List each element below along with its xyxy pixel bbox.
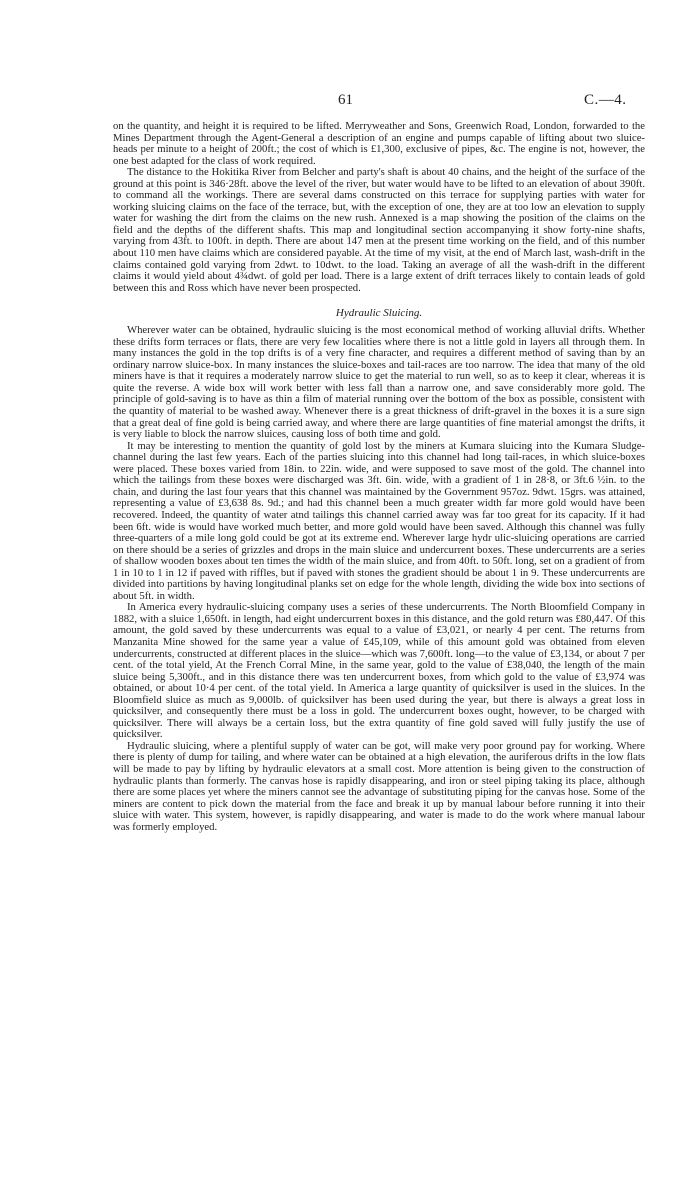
section-heading: Hydraulic Sluicing. <box>335 307 423 320</box>
paragraph: Hydraulic sluicing, where a plentiful supply of water can be got, will make very poor ground pay for working. Where there is plenty of dump for tailing, and where water can be obtained at a high elevation, the auriferous drifts in the low flats will be made to pay by lifting by hydraulic elevators at a small cost. More attention is being given to the construction of hydraulic plants than formerly. The canvas hose is rapidly disappearing, and iron or steel piping taking its place, although there are some places yet where the miners cannot see the advantage of substituting piping for the canvas hose. Some of the miners are content to pick down the material from the face and break it up by manual labour before running it into their sluice with water. This system, however, is rapidly disappearing, and water is made to do the work where manual labour was formerly employed. <box>113 739 645 833</box>
page-number: 61 <box>338 92 353 108</box>
paragraph: In America every hydraulic-sluicing company uses a series of these undercurrents. The North Bloomfield Company in 1882, with a sluice 1,650ft. in length, had eight undercurrent boxes in this distance, and the gold return was £80,447. Of this amount, the gold saved by these undercurrents was equal to a value of £3,021, or nearly 4 per cent. The returns from Manzanita Mine showed for the same year a value of £45,109, while of this amount gold was obtained from eleven undercurrents, constructed at different places in the sluice—which was 7,600ft. long—to the value of £3,134, or about 7 per cent. of the total yield, At the French Corral Mine, in the same year, gold to the value of £38,040, the length of the main sluice being 5,300ft., and in this distance there was ten undercurrent boxes, from which gold to the value of £3,974 was obtained, or about 10·4 per cent. of the total yield. In America a large quantity of quicksilver is used in the sluices. In the Bloomfield sluice as much as 9,000lb. of quicksilver has been used during the year, but there is always a great loss in quicksilver, and consequently there must be a loss in gold. The undercurrent boxes ought, however, to be charged with quicksilver. There will always be a certain loss, but the extra quantity of fine gold saved will fully justify the use of quicksilver. <box>113 601 645 741</box>
page-header <box>0 92 700 112</box>
paragraph: on the quantity, and height it is required to be lifted. Merryweather and Sons, Greenwich Road, London, forwarded to the Mines Department through the Agent-General a description of an engine and pumps capable of lifting about two sluice-heads per minute to a height of 200ft.; the cost of which is £1,300, exclusive of pipes, &c. The engine is not, however, the one best adapted for the class of work required. <box>113 120 645 167</box>
paragraph: It may be interesting to mention the quantity of gold lost by the miners at Kumara sluicing into the Kumara Sludge-channel during the last few years. Each of the parties sluicing into this channel had long tail-races, in which sluice-boxes were placed. These boxes varied from 18in. to 22in. wide, and were supposed to save most of the gold. The channel into which the tailings from these boxes were discharged was 3ft. 6in. wide, with a gradient of 1 in 28·8, or 3ft.6 ½in. to the chain, and during the last four years that this channel was maintained by the Government 957oz. 9dwt. 15grs. was attained, representing a value of £3,638 8s. 9d.; and had this channel been a much greater width far more gold would have been recovered. Indeed, the quantity of water atnd tailings this channel carried away was far too great for its capacity. If it had been 6ft. wide is would have worked much better, and more gold would have been saved. Although this channel was fully three-quarters of a mile long gold could be got at its extreme end. Wherever large hydr ulic-sluicing operations are carried on there should be a series of grizzles and drops in the main sluice and undercurrent boxes. These undercurrents are a series of shallow wooden boxes about ten times the width of the main sluice, and from 40ft. to 50ft. long, set on a gradient of from 1 in 10 to 1 in 12 if paved with riffles, but if paved with stones the gradient should be about 1 in 9. These undercurrents are divided into partitions by having longitudinal planks set on edge for the whole length, dividing the wide box into sections of about 5ft. in width. <box>113 439 645 602</box>
paragraph: The distance to the Hokitika River from Belcher and party's shaft is about 40 chains, and the height of the surface of the ground at this point is 346·28ft. above the level of the river, but water would have to be lifted to an elevation of about 390ft. to command all the workings. There are several dams constructed on this terrace for supplying parties with water for working sluicing claims on the face of the terrace, but, with the exception of one, they are at too low an elevation to supply water for washing the dirt from the claims on the new rush. Annexed is a map showing the position of the claims on the field and the depths of the different shafts. This map and longitudinal section accompanying it show forty-nine shafts, varying from 43ft. to 100ft. in depth. There are about 147 men at the present time working on the field, and of this number about 110 men have claims which are considered payable. At the time of my visit, at the end of March last, wash-drift in the claims contained gold varying from 2dwt. to 10dwt. to the load. Taking an average of all the wash-drift in the different claims it would yield about 4¾dwt. of gold per load. There is a large extent of drift terraces likely to contain leads of gold between this and Ross which have never been prospected. <box>113 166 645 294</box>
paragraph: Wherever water can be obtained, hydraulic sluicing is the most economical method of working alluvial drifts. Whether these drifts form terraces or flats, there are very few localities where there is not a little gold in layers all through them. In many instances the gold in the top drifts is of a very fine character, and requires a different method of saving than by an ordinary narrow sluice-box. In many instances the sluice-boxes and tail-races are too narrow. The idea that many of the old miners have is that it requires a moderately narrow sluice to get the material to run well, so as to keep it clear, whereas it is quite the reverse. A wide box will work better with less fall than a narrow one, and save considerably more gold. The principle of gold-saving is to have as thin a film of material running over the bottom of the box as possible, consistent with the quantity of material to be washed away. Whenever there is a great thickness of drift-gravel in the boxes it is a sure sign that a great deal of fine gold is being carried away, and where there are large quantities of fine material amongst the drifts, it is very liable to block the narrow sluices, causing loss of both time and gold. <box>113 324 645 441</box>
body-text <box>113 121 645 833</box>
document-reference: C.—4. <box>584 92 627 108</box>
